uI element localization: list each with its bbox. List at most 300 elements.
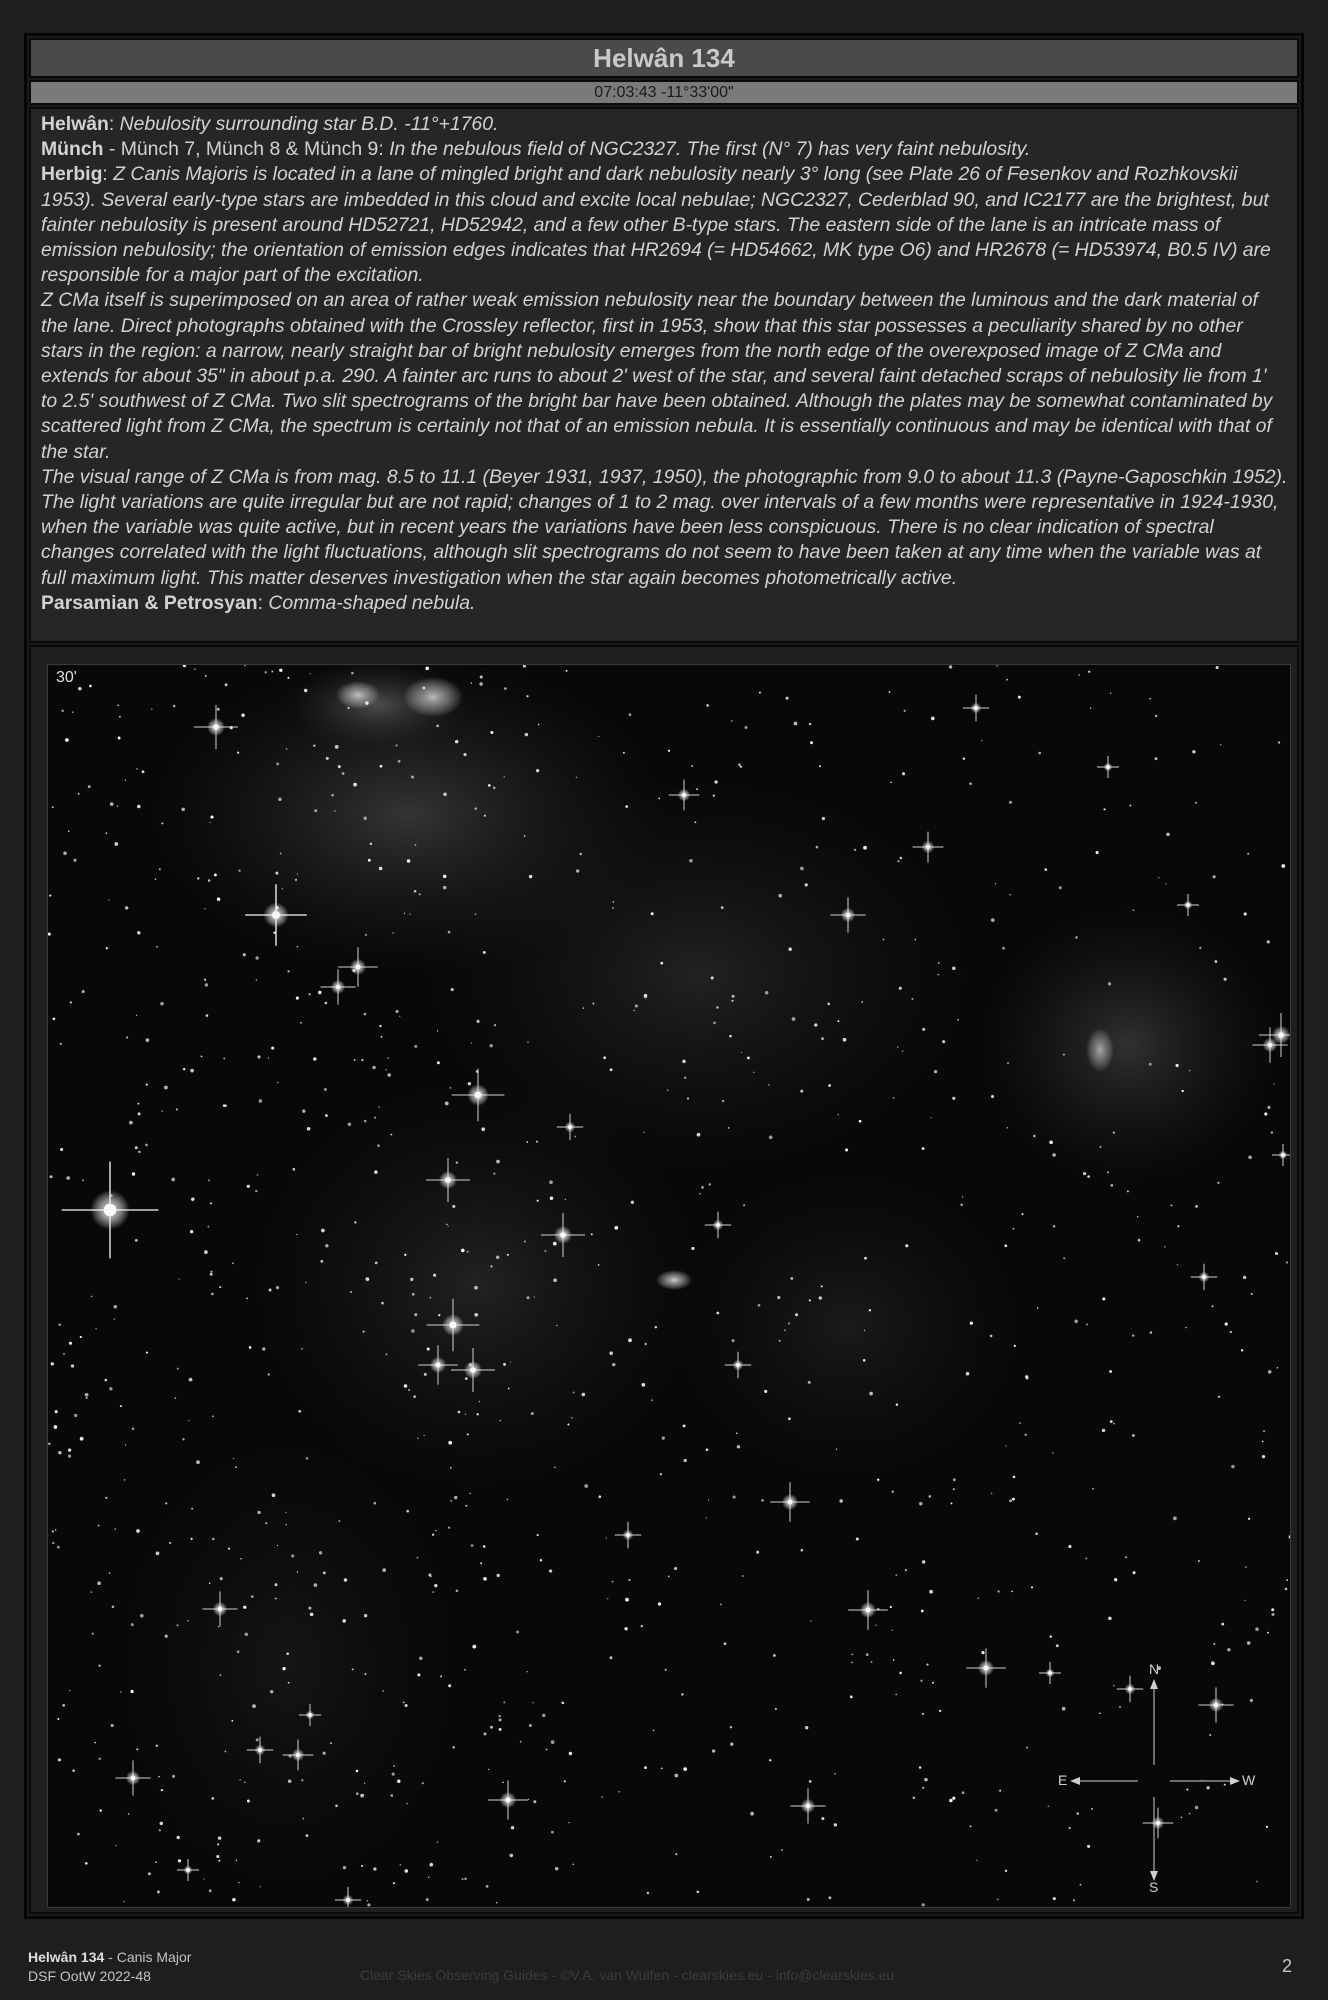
faint-star (374, 1502, 377, 1505)
faint-star (132, 1427, 135, 1430)
faint-star (1075, 936, 1077, 938)
faint-star (464, 1878, 466, 1880)
faint-star (109, 1387, 112, 1390)
faint-star (287, 970, 289, 972)
faint-star (769, 1759, 771, 1761)
faint-star (625, 805, 628, 808)
faint-star (1273, 1083, 1274, 1084)
faint-star (247, 1185, 250, 1188)
faint-star (386, 1353, 388, 1355)
faint-star (1199, 947, 1201, 949)
faint-star (496, 1902, 497, 1903)
faint-star (511, 1826, 514, 1829)
faint-star (224, 1104, 226, 1106)
herbig-paragraph-3: The visual range of Z CMa is from mag. 8.5 to 11.1 (Beyer 1931, 1937, 1950), the photographic from 9.0 to about 11.3 (Payne-Gaposchkin 1952). The light variations are quite irregular but are not rapid; changes of 1 to 2 mag. over intervals of a few months were representative in 1924-1930, when the variable was quite active, but in recent years the variations have been less conspicuous. There is no clear indication of spectral changes correlated with the light fluctuations, although slit spectrograms do not seem to have been taken at any time when the variable was at full maximum light. This matter deserves investigation when the star again becomes photometrically active. (41, 465, 1288, 589)
faint-star (422, 686, 425, 689)
faint-star (922, 1560, 925, 1563)
faint-star (404, 1254, 406, 1256)
faint-star (483, 1577, 487, 1581)
faint-star (683, 1424, 686, 1427)
faint-star (929, 1590, 933, 1594)
faint-star (481, 1127, 485, 1131)
faint-star (730, 1726, 732, 1728)
faint-star (49, 895, 51, 897)
faint-star (674, 1774, 678, 1778)
faint-star (97, 1581, 101, 1585)
faint-star (302, 1818, 304, 1820)
faint-star (668, 1576, 670, 1578)
faint-star (53, 1018, 56, 1021)
faint-star (899, 1672, 902, 1675)
faint-star (667, 1090, 668, 1091)
faint-star (1090, 708, 1091, 709)
faint-star (1150, 1331, 1153, 1334)
faint-star (869, 1309, 871, 1311)
faint-star (405, 1869, 409, 1873)
faint-star (385, 1069, 387, 1071)
faint-star (161, 822, 163, 824)
faint-star (314, 1583, 318, 1587)
page-number: 2 (1281, 1956, 1292, 1976)
helwan-entry: Helwân: Nebulosity surrounding star B.D. -11°+1760. (41, 113, 499, 135)
faint-star (1006, 679, 1008, 681)
faint-star (651, 912, 654, 915)
faint-star (191, 1197, 194, 1200)
faint-star (275, 1598, 277, 1600)
faint-star (1025, 1434, 1027, 1436)
faint-star (465, 1414, 466, 1415)
faint-star (52, 1530, 54, 1532)
faint-star (1268, 1370, 1271, 1373)
faint-star (484, 815, 486, 817)
faint-star (323, 1752, 326, 1755)
faint-star (335, 745, 339, 749)
faint-star (1289, 1535, 1291, 1539)
faint-star (381, 1036, 383, 1038)
faint-star (82, 990, 85, 993)
faint-star (526, 1141, 528, 1143)
faint-star (347, 707, 349, 709)
faint-star (502, 1781, 504, 1783)
bright-star (488, 1780, 528, 1820)
herbig-paragraph-1: Z Canis Majoris is located in a lane of mingled bright and dark nebulosity nearly 3° long (see Plate 26 of Fesenkov and Rozhkovskii 1953). Several early-type stars are imbedded in this cloud and excite local nebulae; NGC2327, Cederblad 90, and IC2177 are the brightest, but fainter nebulosity is present around HD52721, HD52942, and a few other B-type stars. The eastern side of the lane is an intricate mass of emission nebulosity; the orientation of emission edges indicates that HR2694 (= HD54662, MK type O6) and HR2678 (= HD53974, B0.5 IV) are responsible for a major part of the excitation. (41, 163, 1271, 287)
faint-star (465, 1377, 468, 1380)
faint-star (892, 1629, 893, 1630)
faint-star (136, 1529, 140, 1533)
faint-star (414, 890, 417, 893)
faint-star (553, 1242, 557, 1246)
faint-star (117, 705, 119, 707)
faint-star (957, 1019, 959, 1021)
faint-star (404, 1384, 408, 1388)
faint-star (869, 1392, 873, 1396)
faint-star (953, 1488, 955, 1490)
faint-star (262, 1347, 265, 1350)
faint-star (1009, 1499, 1012, 1502)
faint-star (297, 873, 298, 874)
faint-star (876, 1625, 877, 1626)
faint-star (135, 1239, 138, 1242)
faint-star (1248, 1155, 1252, 1159)
faint-star (1165, 883, 1166, 884)
faint-star (738, 764, 740, 766)
faint-star (701, 1186, 704, 1189)
faint-star (584, 1484, 588, 1488)
faint-star (158, 1776, 160, 1778)
faint-star (981, 740, 982, 741)
faint-star (313, 744, 315, 746)
faint-star (119, 716, 121, 718)
faint-star (325, 1002, 328, 1005)
faint-star (1127, 1190, 1129, 1192)
faint-star (573, 1392, 575, 1394)
faint-star (765, 991, 768, 994)
faint-star (687, 1098, 689, 1100)
faint-star (805, 1726, 808, 1729)
faint-star (895, 1694, 896, 1695)
faint-star (325, 1114, 328, 1117)
faint-star (788, 1417, 791, 1420)
faint-star (625, 1598, 629, 1602)
faint-star (536, 1141, 538, 1143)
faint-star (1244, 1600, 1245, 1601)
faint-star (828, 1084, 831, 1087)
faint-star (353, 783, 357, 787)
faint-star (136, 1015, 137, 1016)
faint-star (205, 983, 208, 986)
faint-star (425, 667, 429, 671)
faint-star (288, 1780, 291, 1783)
faint-star (800, 1090, 803, 1093)
faint-star (205, 675, 207, 677)
faint-star (124, 1479, 126, 1481)
faint-star (788, 1322, 790, 1324)
faint-star (834, 1823, 837, 1826)
faint-star (706, 1449, 709, 1452)
faint-star (128, 1813, 130, 1815)
faint-star (742, 1575, 744, 1577)
faint-star (265, 671, 267, 673)
faint-star (52, 1542, 54, 1544)
faint-star (549, 1569, 552, 1572)
faint-star (573, 1864, 574, 1865)
faint-star (733, 1496, 736, 1499)
faint-star (183, 1068, 185, 1070)
faint-star (922, 1028, 925, 1031)
faint-star (883, 939, 885, 941)
faint-star (422, 1782, 424, 1784)
faint-star (675, 1853, 677, 1855)
faint-star (1013, 1228, 1015, 1230)
faint-star (407, 859, 410, 862)
faint-star (1133, 1571, 1136, 1574)
faint-star (430, 1863, 434, 1867)
scale-label: 30' (56, 669, 77, 686)
faint-star (699, 1193, 700, 1194)
faint-star (174, 1397, 176, 1399)
faint-star (506, 1498, 508, 1500)
faint-star (203, 1878, 204, 1879)
faint-star (428, 1574, 431, 1577)
faint-star (905, 1569, 907, 1571)
faint-star (714, 780, 717, 783)
faint-star (296, 997, 299, 1000)
faint-star (432, 1533, 434, 1535)
faint-star (268, 1373, 270, 1375)
faint-star (546, 1749, 548, 1751)
faint-star (598, 1264, 600, 1266)
faint-star (524, 1241, 526, 1243)
faint-star (269, 1289, 272, 1292)
faint-star (801, 1549, 804, 1552)
faint-star (124, 1901, 125, 1902)
faint-star (890, 782, 892, 784)
faint-star (155, 1861, 157, 1863)
faint-star (277, 1545, 278, 1546)
faint-star (863, 1359, 866, 1362)
faint-star (896, 1574, 897, 1575)
faint-star (461, 1249, 465, 1253)
faint-star (118, 737, 121, 740)
faint-star (249, 1346, 252, 1349)
faint-star (415, 844, 417, 846)
faint-star (1052, 1452, 1054, 1454)
faint-star (828, 1896, 831, 1899)
faint-star (1035, 1533, 1037, 1535)
faint-star (255, 1190, 257, 1192)
faint-star (695, 821, 697, 823)
faint-star (342, 772, 345, 775)
faint-star (1004, 1244, 1007, 1247)
faint-star (443, 886, 446, 889)
faint-star (323, 1572, 326, 1575)
faint-star (1033, 1135, 1035, 1137)
herbig-entry: Herbig: Z Canis Majoris is located in a lane of mingled bright and dark nebulosity nearly 3° long (see Plate 26 of Fesenkov and Rozhkovskii 1953). Several early-type stars are imbedded in this cloud and excite local nebulae; NGC2327, Cederblad 90, and IC2177 are the brightest, but fainter nebulosity is present around HD52721, HD52942, and a few other B-type stars. The eastern side of the lane is an intricate mass of emission nebulosity; the orientation of emission edges indicates that HR2694 (= HD54662, MK type O6) and HR2678 (= HD53974, B0.5 IV) are responsible for a major part of the excitation. (41, 163, 1271, 287)
faint-star (526, 1671, 527, 1672)
faint-star (252, 1704, 256, 1708)
faint-star (644, 1132, 645, 1133)
faint-star (732, 995, 735, 998)
faint-star (210, 822, 211, 823)
faint-star (1052, 1153, 1055, 1156)
faint-star (108, 899, 109, 900)
munch-text: In the nebulous field of NGC2327. The first (N° 7) has very faint nebulosity. (389, 138, 1031, 161)
faint-star (641, 1625, 643, 1627)
faint-star (991, 1095, 994, 1098)
faint-star (387, 1057, 389, 1059)
faint-star (434, 1584, 437, 1587)
faint-star (437, 1030, 438, 1031)
faint-star (576, 777, 577, 778)
faint-star (1285, 1588, 1288, 1591)
faint-star (606, 1537, 607, 1538)
faint-star (285, 1512, 286, 1513)
faint-star (1014, 1345, 1016, 1347)
faint-star (321, 1260, 324, 1263)
faint-star (871, 1661, 873, 1663)
faint-star (161, 1789, 163, 1791)
faint-star (963, 757, 965, 759)
faint-star (306, 1457, 308, 1459)
faint-star (938, 962, 940, 964)
faint-star (475, 913, 477, 915)
faint-star (244, 1782, 245, 1783)
faint-star (529, 1724, 532, 1727)
faint-star (268, 1057, 269, 1058)
faint-star (564, 1780, 566, 1782)
faint-star (232, 1262, 234, 1264)
faint-star (493, 787, 496, 790)
faint-star (286, 748, 288, 750)
faint-star (709, 1183, 711, 1185)
faint-star (362, 1795, 364, 1797)
faint-star (635, 1005, 638, 1008)
faint-star (397, 1780, 400, 1783)
faint-star (190, 1069, 194, 1073)
nebula-glow (978, 905, 1278, 1185)
faint-star (553, 1278, 557, 1282)
faint-star (1088, 671, 1090, 673)
faint-star (510, 1854, 514, 1858)
faint-star (792, 1017, 796, 1021)
faint-star (747, 1057, 750, 1060)
faint-star (716, 1006, 718, 1008)
bright-star (320, 969, 355, 1004)
faint-star (905, 1244, 908, 1247)
faint-star (156, 1745, 158, 1747)
faint-star (711, 976, 714, 979)
faint-star (805, 883, 808, 886)
faint-star (276, 763, 279, 766)
faint-star (1113, 1423, 1114, 1424)
faint-star (146, 1038, 150, 1042)
faint-star (526, 695, 528, 697)
footer-constellation: - Canis Major (104, 1949, 192, 1965)
faint-star (531, 1412, 534, 1415)
faint-star (137, 931, 140, 934)
faint-star (436, 724, 439, 727)
faint-star (437, 1061, 440, 1064)
faint-star (839, 1499, 842, 1502)
faint-star (314, 809, 317, 812)
faint-star (821, 1817, 824, 1820)
faint-star (1230, 1331, 1232, 1333)
faint-star (893, 1659, 895, 1661)
faint-star (1038, 752, 1041, 755)
image-panel (29, 645, 1299, 1914)
faint-star (379, 867, 383, 871)
faint-star (55, 1529, 57, 1531)
faint-star (1164, 1246, 1165, 1247)
herbig-entry-3 (41, 465, 1288, 591)
faint-star (211, 1293, 214, 1296)
faint-star (471, 682, 472, 683)
faint-star (644, 1766, 647, 1769)
faint-star (1231, 1465, 1235, 1469)
faint-star (377, 1144, 380, 1147)
herbig-entry-2 (41, 288, 1288, 464)
faint-star (809, 723, 811, 725)
parsamian-entry: Parsamian & Petrosyan: Comma-shaped nebula. (41, 591, 476, 614)
faint-star (189, 1378, 193, 1382)
bright-star (1097, 756, 1119, 778)
faint-star (429, 1297, 431, 1299)
faint-star (618, 1791, 620, 1793)
faint-star (408, 1389, 410, 1391)
faint-star (172, 1775, 175, 1778)
faint-star (810, 1620, 811, 1621)
footer-info (28, 1948, 191, 1986)
faint-star (931, 717, 935, 721)
faint-star (743, 1204, 745, 1206)
faint-star (794, 722, 798, 726)
faint-star (850, 1696, 853, 1699)
faint-star (240, 1558, 242, 1560)
faint-star (204, 979, 206, 981)
faint-star (822, 817, 825, 820)
faint-star (854, 849, 856, 851)
faint-star (105, 1497, 107, 1499)
faint-star (342, 1619, 346, 1623)
faint-star (566, 670, 568, 672)
faint-star (190, 1538, 192, 1540)
faint-star (893, 1097, 895, 1099)
faint-star (1111, 1184, 1114, 1187)
faint-star (212, 1538, 215, 1541)
faint-star (949, 1799, 953, 1803)
faint-star (851, 1654, 853, 1656)
faint-star (504, 687, 507, 690)
faint-star (380, 765, 383, 768)
faint-star (962, 1791, 965, 1794)
faint-star (106, 947, 108, 949)
faint-star (525, 733, 528, 736)
faint-star (137, 805, 141, 809)
faint-star (382, 1690, 384, 1692)
faint-star (1267, 1106, 1270, 1109)
object-title: Helwân 134 (29, 38, 1299, 78)
faint-star (288, 1682, 290, 1684)
faint-star (131, 1623, 134, 1626)
faint-star (99, 1665, 101, 1667)
faint-star (68, 1448, 71, 1451)
faint-star (114, 1528, 116, 1530)
faint-star (48, 1443, 50, 1445)
faint-star (603, 1056, 606, 1059)
faint-star (412, 1293, 415, 1296)
munch-label: Münch (41, 138, 104, 161)
faint-star (1083, 1172, 1086, 1175)
faint-star (510, 1362, 511, 1363)
faint-star (70, 1001, 72, 1003)
faint-star (683, 1767, 687, 1771)
faint-star (613, 901, 615, 903)
faint-star (364, 1013, 367, 1016)
faint-star (62, 1704, 64, 1707)
faint-star (1182, 1090, 1184, 1092)
faint-star (998, 1590, 1000, 1592)
faint-star (448, 931, 451, 934)
faint-star (819, 765, 821, 767)
faint-star (325, 1244, 328, 1247)
faint-star (612, 1581, 614, 1583)
faint-star (661, 1767, 663, 1769)
faint-star (821, 1285, 823, 1287)
faint-star (136, 1748, 138, 1750)
faint-star (662, 1436, 665, 1439)
faint-star (665, 1669, 667, 1671)
bright-star (848, 1590, 888, 1630)
